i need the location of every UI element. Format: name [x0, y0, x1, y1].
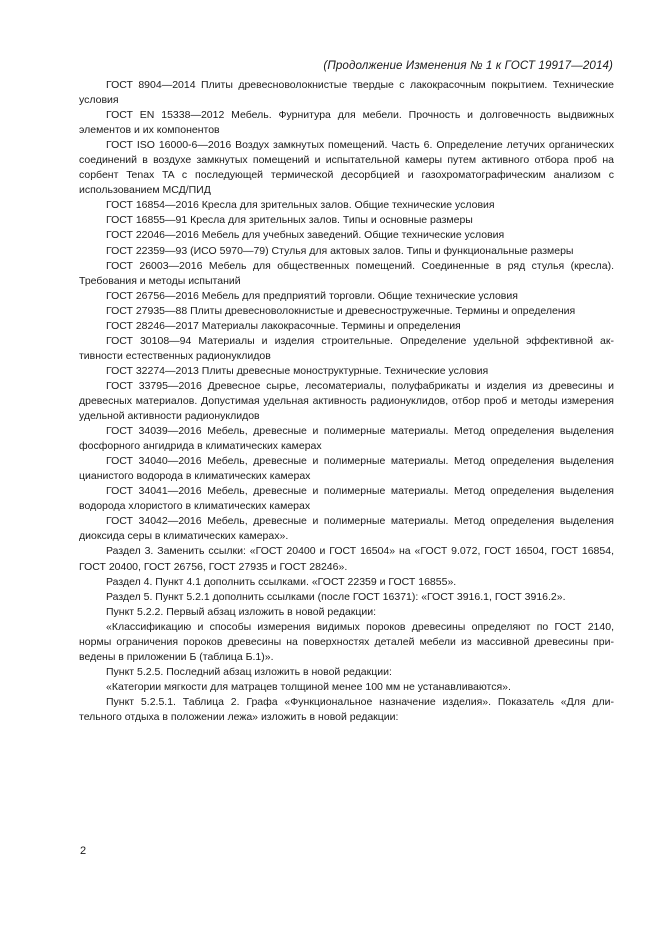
paragraph: ГОСТ 33795—2016 Древесное сырье, лесоматериалы, полуфабрикаты и изделия из древесины и древесных материалов. Допустимая удельная активность радионуклидов, отбор проб и методы измерения удельной активности радионуклидов: [79, 379, 614, 423]
paragraph: ГОСТ 22046—2016 Мебель для учебных заведений. Общие технические условия: [106, 229, 505, 242]
document-body: [79, 78, 614, 725]
paragraph: ГОСТ 34039—2016 Мебель, древесные и полимерные материалы. Метод определения выделения фосфорного ангидрида в климатических камерах: [79, 425, 614, 453]
running-header: (Продолжение Изменения № 1 к ГОСТ 19917—2014): [323, 59, 613, 72]
paragraph: ГОСТ 26003—2016 Мебель для общественных помещений. Соединенные в ряд стулья (кресла). Требования и методы испытаний: [79, 259, 614, 287]
paragraph: ГОСТ 27935—88 Плиты древесноволокнистые и древесностружечные. Термины и определения: [106, 304, 576, 317]
paragraph: ГОСТ 34040—2016 Мебель, древесные и полимерные материалы. Метод определения выделения цианистого водорода в климатических камерах: [79, 455, 614, 483]
paragraph: Пункт 5.2.5. Последний абзац изложить в новой редакции:: [106, 665, 392, 678]
page-number: 2: [80, 845, 87, 857]
paragraph: Пункт 5.2.5.1. Таблица 2. Графа «Функциональное назначение изделия». Показатель «Для длительного отдыха в положении лежа» изложить в новой редакции:: [79, 695, 614, 723]
paragraph: ГОСТ 34041—2016 Мебель, древесные и полимерные материалы. Метод определения выделения водорода хлористого в климатических камерах: [79, 485, 614, 513]
paragraph: ГОСТ 32274—2013 Плиты древесные моноструктурные. Технические условия: [106, 364, 489, 377]
paragraph: «Категории мягкости для матрацев толщиной менее 100 мм не устанавливаются».: [106, 680, 511, 693]
paragraph: ГОСТ 16855—91 Кресла для зрительных залов. Типы и основные размеры: [106, 214, 473, 227]
paragraph: ГОСТ 26756—2016 Мебель для предприятий торговли. Общие технические условия: [106, 289, 518, 302]
paragraph: ГОСТ EN 15338—2012 Мебель. Фурнитура для мебели. Прочность и долговечность выдвижных элементов и их компонентов: [79, 109, 614, 137]
paragraph: ГОСТ 22359—93 (ИСО 5970—79) Стулья для актовых залов. Типы и функциональные размеры: [106, 244, 574, 257]
paragraph: ГОСТ 8904—2014 Плиты древесноволокнистые твердые с лакокрасочным покрытием. Технические условия: [79, 79, 614, 107]
paragraph: ГОСТ 34042—2016 Мебель, древесные и полимерные материалы. Метод определения выделения диоксида серы в климатических камерах».: [79, 515, 614, 543]
paragraph: ГОСТ ISO 16000-6—2016 Воздух замкнутых помещений. Часть 6. Определение летучих органических соединений в воздухе замкнутых помещений и испытательной камеры путем активного отбора проб на сорбент Tenax TA с последующей термической десорбцией и газохроматографическим анализом с использованием МСД/ПИД: [79, 139, 614, 197]
paragraph: Раздел 3. Заменить ссылки: «ГОСТ 20400 и ГОСТ 16504» на «ГОСТ 9.072, ГОСТ 16504, ГОСТ 16854, ГОСТ 20400, ГОСТ 26756, ГОСТ 27935 и ГОСТ 28246».: [79, 545, 614, 573]
paragraph: ГОСТ 28246—2017 Материалы лакокрасочные. Термины и определения: [106, 319, 461, 332]
paragraph: Раздел 4. Пункт 4.1 дополнить ссылками. «ГОСТ 22359 и ГОСТ 16855».: [106, 575, 457, 588]
paragraph: Раздел 5. Пункт 5.2.1 дополнить ссылками (после ГОСТ 16371): «ГОСТ 3916.1, ГОСТ 3916.2».: [106, 590, 566, 603]
paragraph: ГОСТ 30108—94 Материалы и изделия строительные. Определение удельной эффективной активности естественных радионуклидов: [79, 334, 614, 362]
paragraph: Пункт 5.2.2. Первый абзац изложить в новой редакции:: [106, 605, 377, 618]
paragraph: «Классификацию и способы измерения видимых пороков древесины определяют по ГОСТ 2140, нормы ограничения пороков древесины на поверхностях деталей мебели из массивной древесины приведены в приложении Б (таблица Б.1)».: [79, 620, 614, 663]
paragraph: ГОСТ 16854—2016 Кресла для зрительных залов. Общие технические условия: [106, 199, 495, 212]
